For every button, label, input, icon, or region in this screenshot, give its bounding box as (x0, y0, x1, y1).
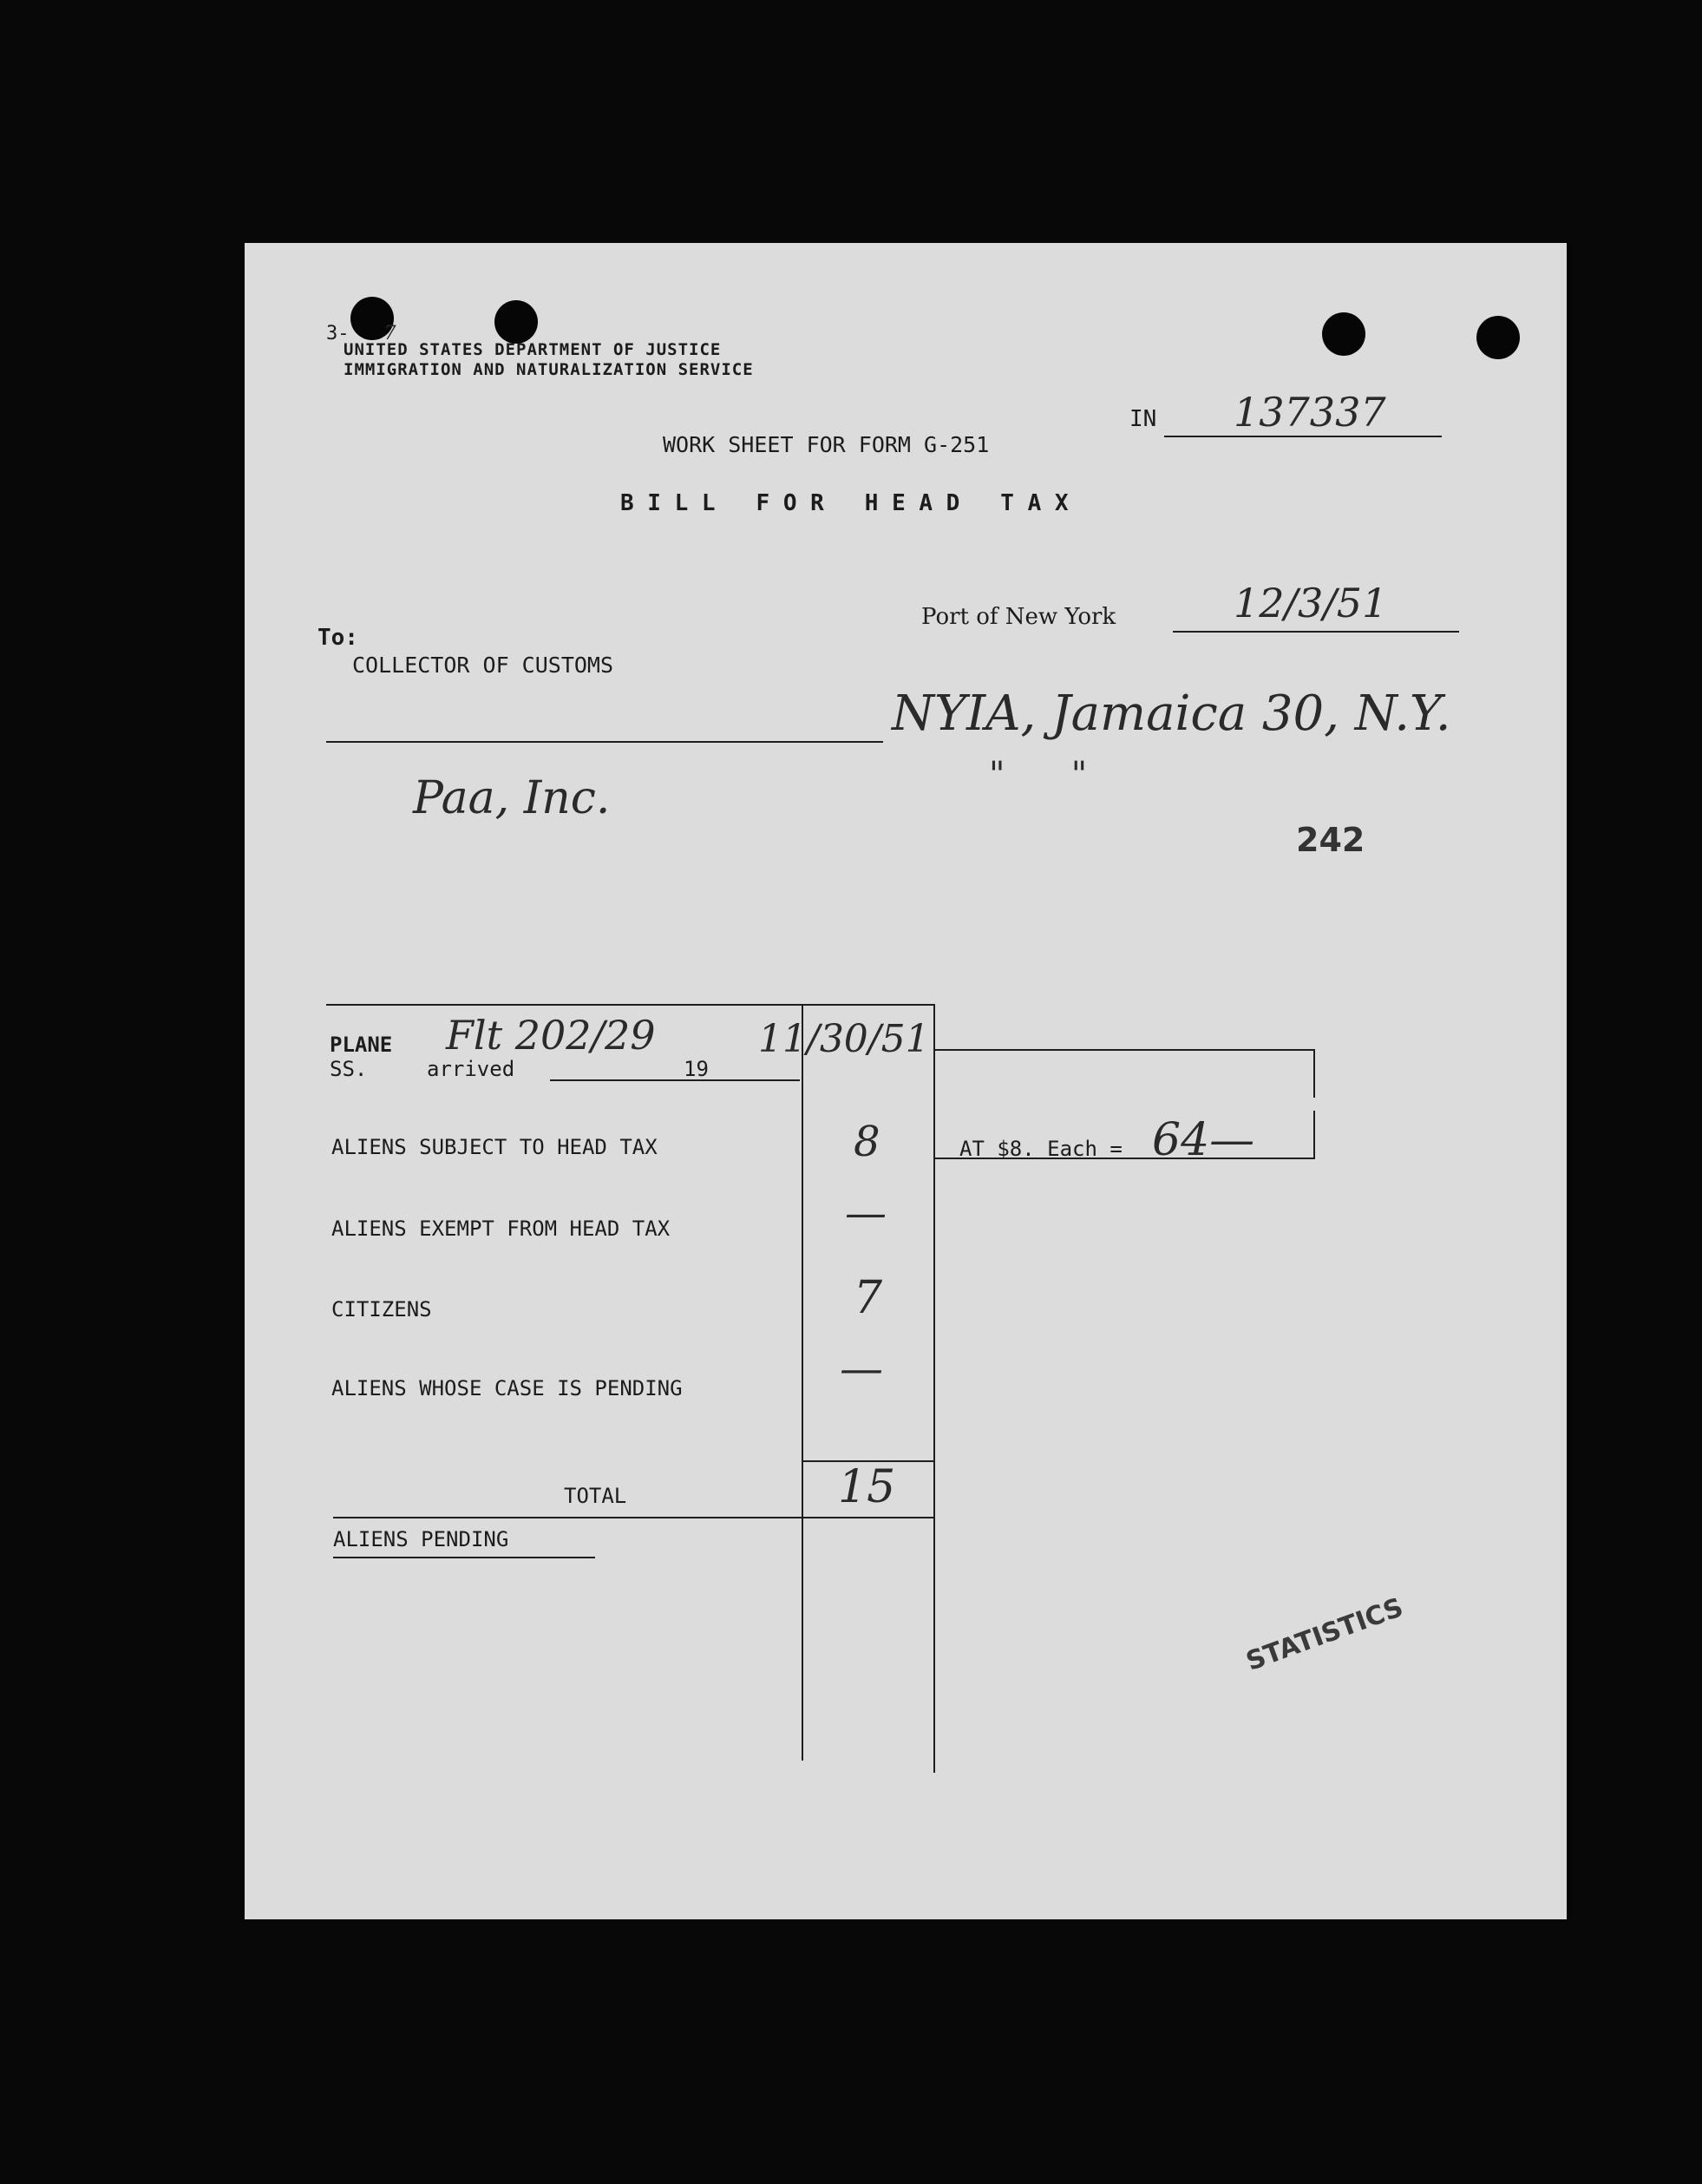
service-name: IMMIGRATION AND NATURALIZATION SERVICE (344, 360, 754, 379)
to-label: To: (317, 625, 358, 651)
row-label-citizens: CITIZENS (331, 1297, 432, 1322)
file-number: 137337 (1234, 389, 1386, 436)
table-bottom-line (333, 1517, 933, 1518)
plane-label: PLANE (330, 1033, 393, 1057)
address-line (326, 741, 883, 743)
year-line (713, 1079, 800, 1081)
punch-hole-3 (1322, 312, 1365, 356)
department-name: UNITED STATES DEPARTMENT OF JUSTICE (344, 340, 722, 359)
row-value-exempt: — (845, 1189, 887, 1237)
location-handwriting: NYIA, Jamaica 30, N.Y. (892, 685, 1451, 742)
tax-box-top (933, 1049, 1315, 1051)
file-prefix: IN (1129, 406, 1157, 432)
tax-label: AT $8. Each = (959, 1137, 1123, 1161)
year-prefix: 19 (684, 1057, 709, 1081)
table-top-line (326, 1004, 933, 1006)
value-column-left-border (802, 1004, 803, 1761)
row-label-subject: ALIENS SUBJECT TO HEAD TAX (331, 1135, 658, 1159)
arrived-line (550, 1079, 741, 1081)
row-label-exempt: ALIENS EXEMPT FROM HEAD TAX (331, 1217, 671, 1241)
aliens-pending-label: ALIENS PENDING (333, 1527, 509, 1551)
collector-name: COLLECTOR OF CUSTOMS (352, 653, 614, 678)
tax-box-right-lower (1313, 1111, 1315, 1159)
row-label-pending: ALIENS WHOSE CASE IS PENDING (331, 1376, 683, 1400)
flight-handwriting: Flt 202/29 (446, 1012, 656, 1059)
punch-hole-2 (494, 300, 538, 344)
worksheet-title: WORK SHEET FOR FORM G-251 (663, 432, 990, 457)
row-value-citizens: 7 (854, 1272, 883, 1324)
statistics-stamp: STATISTICS (1242, 1592, 1408, 1677)
ditto-handwriting: " " (989, 755, 1088, 795)
carrier-handwriting: Paa, Inc. (413, 772, 611, 824)
port-label: Port of New York (921, 604, 1116, 630)
tax-amount: 64— (1152, 1114, 1255, 1166)
value-column-right-border (933, 1004, 935, 1773)
total-value: 15 (838, 1461, 896, 1513)
form-number: 3- 7 (326, 323, 396, 344)
port-date: 12/3/51 (1234, 580, 1388, 626)
form-sheet (245, 243, 1567, 1919)
row-value-pending: — (840, 1343, 883, 1394)
file-number-line (1164, 436, 1442, 437)
arrived-label: arrived (427, 1057, 515, 1081)
port-date-line (1173, 631, 1459, 633)
arrival-date-handwriting: 11/30/51 (758, 1017, 930, 1061)
ss-label: SS. (330, 1057, 368, 1081)
punch-hole-4 (1476, 316, 1520, 359)
aliens-pending-line (333, 1557, 595, 1558)
total-label: TOTAL (564, 1484, 627, 1508)
stamped-number: 242 (1296, 821, 1365, 859)
bill-title: B I L L F O R H E A D T A X (620, 490, 1069, 516)
row-value-subject: 8 (854, 1118, 880, 1166)
tax-box-right (1313, 1049, 1315, 1098)
